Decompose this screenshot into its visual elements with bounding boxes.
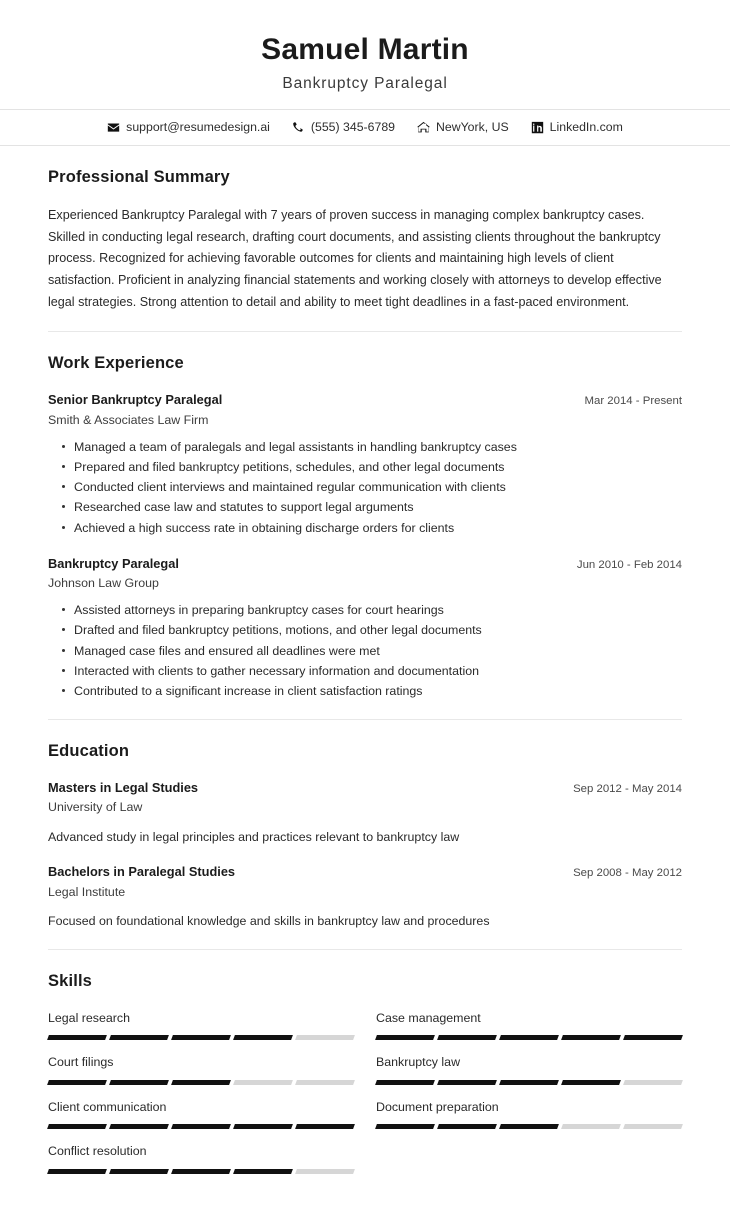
home-icon <box>417 121 430 134</box>
candidate-job-title: Bankruptcy Paralegal <box>282 74 448 92</box>
work-bullet: Interacted with clients to gather necessary information and documentation <box>48 661 682 681</box>
education-degree: Bachelors in Paralegal Studies <box>48 864 236 880</box>
skill-level-segment <box>499 1124 559 1129</box>
education-description: Focused on foundational knowledge and skills in bankruptcy law and procedures <box>48 913 490 928</box>
skill-item <box>376 1098 682 1143</box>
education-entry <box>48 863 682 930</box>
skill-level-segment <box>375 1035 435 1040</box>
work-bullets <box>48 600 682 700</box>
skill-level-segment <box>561 1080 621 1085</box>
work-bullet: Researched case law and statutes to support legal arguments <box>48 497 682 517</box>
section-title-skills: Skills <box>48 971 93 990</box>
skill-item <box>48 1053 354 1098</box>
work-role: Bankruptcy Paralegal <box>48 555 179 571</box>
skill-level-segment <box>109 1035 169 1040</box>
work-bullet: Conducted client interviews and maintained regular communication with clients <box>48 477 682 497</box>
work-role: Senior Bankruptcy Paralegal <box>48 392 223 408</box>
work-date: Jun 2010 - Feb 2014 <box>576 558 682 571</box>
work-bullet: Assisted attorneys in preparing bankruptcy cases for court hearings <box>48 600 682 620</box>
education-entry-head <box>48 863 682 881</box>
education-description: Advanced study in legal principles and practices relevant to bankruptcy law <box>48 829 460 844</box>
section-title-work: Work Experience <box>48 354 184 373</box>
contact-phone[interactable] <box>292 120 395 134</box>
education-institution: University of Law <box>48 800 143 815</box>
work-entry <box>48 391 682 537</box>
skill-level-segment <box>233 1035 293 1040</box>
skill-level-bar <box>48 1124 354 1129</box>
work-bullet: Managed case files and ensured all deadlines were met <box>48 641 682 661</box>
skill-name: Document preparation <box>376 1099 499 1114</box>
skill-level-bar <box>48 1080 354 1085</box>
education-entry-head <box>48 779 682 797</box>
skill-level-segment <box>499 1035 559 1040</box>
skill-item <box>48 1009 354 1054</box>
work-bullet: Prepared and filed bankruptcy petitions, schedules, and other legal documents <box>48 457 682 477</box>
skill-name: Bankruptcy law <box>376 1055 461 1070</box>
contact-linkedin[interactable] <box>531 120 623 134</box>
contact-bar <box>0 109 730 146</box>
skill-level-segment <box>47 1169 107 1174</box>
section-title-education: Education <box>48 741 130 760</box>
skill-level-segment <box>109 1124 169 1129</box>
skill-level-segment <box>295 1169 355 1174</box>
section-skills <box>48 949 682 1205</box>
envelope-icon <box>107 121 120 134</box>
skill-name: Legal research <box>48 1010 130 1025</box>
skill-level-segment <box>171 1080 231 1085</box>
skills-grid <box>48 1009 682 1187</box>
skill-level-segment <box>109 1169 169 1174</box>
work-entry-head <box>48 555 682 573</box>
skill-level-segment <box>233 1080 293 1085</box>
education-degree: Masters in Legal Studies <box>48 779 199 795</box>
work-bullet: Managed a team of paralegals and legal assistants in handling bankruptcy cases <box>48 437 682 457</box>
skill-name: Conflict resolution <box>48 1144 147 1159</box>
skill-level-segment <box>623 1080 683 1085</box>
skill-item <box>48 1098 354 1143</box>
skill-level-bar <box>376 1080 682 1085</box>
contact-email-label: support@resumedesign.ai <box>126 120 270 135</box>
skill-level-segment <box>109 1080 169 1085</box>
skill-level-bar <box>376 1124 682 1129</box>
skill-level-bar <box>48 1169 354 1174</box>
education-date: Sep 2008 - May 2012 <box>573 867 682 880</box>
skill-level-segment <box>499 1080 559 1085</box>
resume-content <box>0 146 730 1205</box>
contact-email[interactable] <box>107 120 270 134</box>
skill-level-segment <box>47 1124 107 1129</box>
skill-level-segment <box>233 1124 293 1129</box>
skill-item <box>376 1053 682 1098</box>
work-bullet: Achieved a high success rate in obtaining discharge orders for clients <box>48 518 682 538</box>
skill-name: Case management <box>376 1010 481 1025</box>
work-organization: Smith & Associates Law Firm <box>48 412 209 427</box>
education-entry <box>48 779 682 846</box>
section-professional-summary <box>48 146 682 331</box>
education-institution: Legal Institute <box>48 884 126 899</box>
skill-level-segment <box>561 1124 621 1129</box>
skill-level-bar <box>48 1035 354 1040</box>
skill-level-segment <box>437 1080 497 1085</box>
contact-location[interactable] <box>417 120 509 134</box>
skill-item <box>376 1009 682 1054</box>
skill-level-segment <box>295 1124 355 1129</box>
skill-level-segment <box>171 1169 231 1174</box>
candidate-name: Samuel Martin <box>261 33 469 66</box>
phone-icon <box>292 121 305 134</box>
skill-level-segment <box>171 1035 231 1040</box>
work-entry <box>48 555 682 701</box>
work-organization: Johnson Law Group <box>48 575 159 590</box>
skill-level-segment <box>623 1035 683 1040</box>
work-bullets <box>48 437 682 537</box>
section-work-experience <box>48 331 682 718</box>
skill-level-bar <box>376 1035 682 1040</box>
education-date: Sep 2012 - May 2014 <box>573 782 682 795</box>
skill-name: Court filings <box>48 1055 114 1070</box>
section-title-summary: Professional Summary <box>48 168 230 187</box>
skill-level-segment <box>375 1080 435 1085</box>
skill-level-segment <box>47 1035 107 1040</box>
skill-level-segment <box>171 1124 231 1129</box>
skill-level-segment <box>233 1169 293 1174</box>
contact-linkedin-label: LinkedIn.com <box>549 120 623 135</box>
skill-level-segment <box>375 1124 435 1129</box>
work-date: Mar 2014 - Present <box>584 395 682 408</box>
skill-name: Client communication <box>48 1099 167 1114</box>
skill-level-segment <box>623 1124 683 1129</box>
linkedin-icon <box>531 121 544 134</box>
work-bullet: Drafted and filed bankruptcy petitions, motions, and other legal documents <box>48 620 682 640</box>
work-bullet: Contributed to a significant increase in client satisfaction ratings <box>48 681 682 701</box>
skill-level-segment <box>47 1080 107 1085</box>
skill-item <box>48 1142 354 1187</box>
contact-phone-label: (555) 345-6789 <box>310 120 395 135</box>
resume-header <box>0 0 730 109</box>
skill-level-segment <box>437 1035 497 1040</box>
summary-text: Experienced Bankruptcy Paralegal with 7 years of proven success in managing complex bankruptcy cases. Skilled in conducting legal research, drafting court documents, and assisting clients throughout the bankruptcy process. Recognized for achieving favorable outcomes for clients and maintaining high levels of client satisfaction. Proficient in analyzing financial statements and working closely with attorneys to develop effective legal strategies. Strong attention to detail and ability to meet tight deadlines in a fast-paced environment. <box>48 208 662 309</box>
skill-level-segment <box>295 1080 355 1085</box>
skill-level-segment <box>295 1035 355 1040</box>
contact-location-label: NewYork, US <box>436 120 509 135</box>
skill-level-segment <box>561 1035 621 1040</box>
work-entry-head <box>48 391 682 409</box>
skill-level-segment <box>437 1124 497 1129</box>
section-education <box>48 719 682 949</box>
